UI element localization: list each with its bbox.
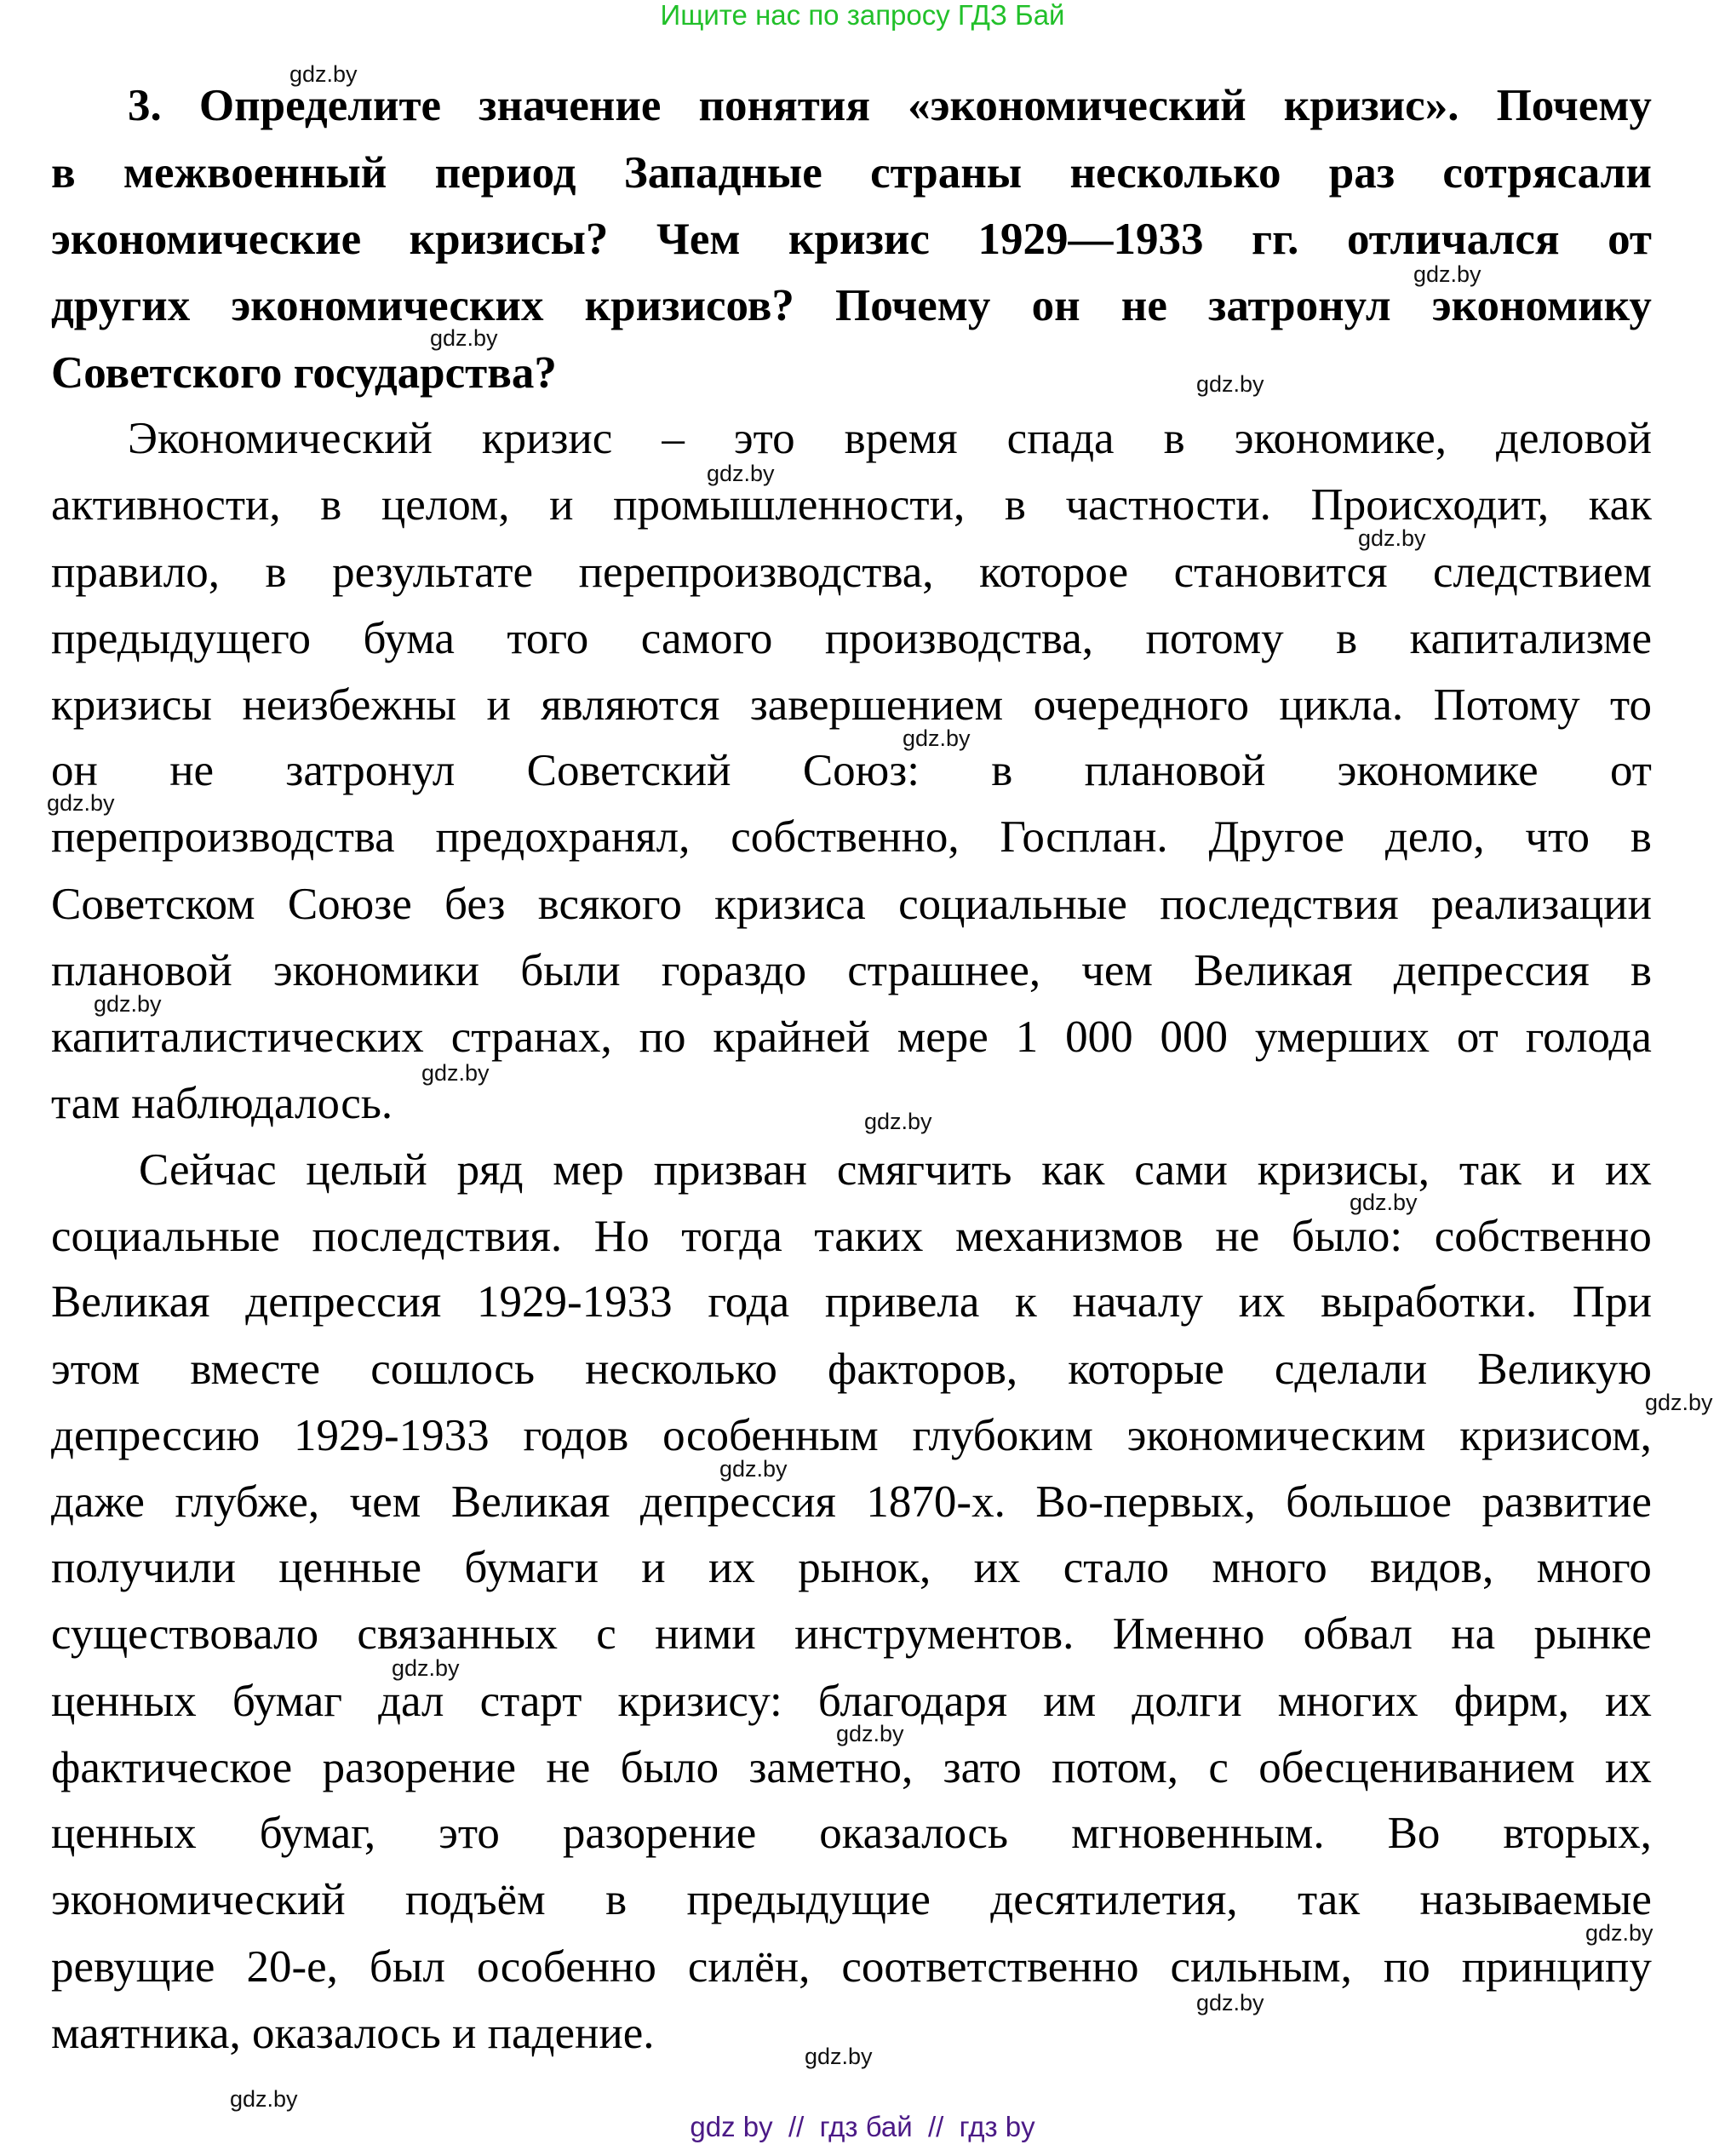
footer-links: gdz by // гдз бай // гдз by	[690, 2111, 1035, 2142]
watermark: gdz.by	[1413, 261, 1481, 287]
answer-line: ревущие 20-е, был особенно силён, соответственно сильным, по принципу	[51, 1942, 1652, 1992]
answer-line: фактическое разорение не было заметно, зато потом, с обесцениванием их	[51, 1743, 1652, 1792]
watermark: gdz.by	[864, 1109, 932, 1134]
answer-line: Сейчас целый ряд мер призван смягчить как сами кризисы, так и их	[139, 1145, 1652, 1195]
watermark: gdz.by	[1196, 371, 1264, 397]
answer-line: депрессию 1929-1933 годов особенным глубоким экономическим кризисом,	[51, 1411, 1652, 1460]
answer-line: он не затронул Советский Союз: в плановой экономике от	[51, 746, 1652, 795]
answer-line: предыдущего бума того самого производства, потому в капитализме	[51, 614, 1652, 663]
watermark: gdz.by	[289, 61, 358, 87]
answer-line: маятника, оказалось и падение.	[51, 2009, 655, 2058]
answer-line: Советском Союзе без всякого кризиса социальные последствия реализации	[51, 880, 1652, 929]
answer-line: экономический подъём в предыдущие десятилетия, так называемые	[51, 1875, 1652, 1924]
watermark: gdz.by	[47, 790, 115, 816]
question-line: в межвоенный период Западные страны несколько раз сотрясали	[51, 148, 1652, 198]
answer-line: активности, в целом, и промышленности, в частности. Происходит, как	[51, 480, 1652, 530]
watermark: gdz.by	[707, 461, 775, 486]
answer-line: существовало связанных с ними инструментов. Именно обвал на рынке	[51, 1609, 1652, 1659]
watermark: gdz.by	[1350, 1190, 1418, 1215]
question-line: других экономических кризисов? Почему он не затронул экономику	[51, 281, 1652, 330]
answer-line: перепроизводства предохранял, собственно, Госплан. Другое дело, что в	[51, 812, 1652, 862]
question-line: экономические кризисы? Чем кризис 1929—1933 гг. отличался от	[51, 215, 1652, 264]
answer-line: социальные последствия. Но тогда таких механизмов не было: собственно	[51, 1212, 1652, 1261]
answer-line: кризисы неизбежны и являются завершением очередного цикла. Потому то	[51, 680, 1652, 730]
watermark: gdz.by	[392, 1655, 460, 1681]
answer-line: даже глубже, чем Великая депрессия 1870-х. Во-первых, большое развитие	[51, 1477, 1652, 1527]
watermark: gdz.by	[1585, 1920, 1653, 1946]
watermark: gdz.by	[94, 991, 162, 1017]
answer-line: ценных бумаг дал старт кризису: благодаря им долги многих фирм, их	[51, 1677, 1652, 1726]
answer-line: этом вместе сошлось несколько факторов, которые сделали Великую	[51, 1345, 1652, 1394]
watermark: gdz.by	[230, 2086, 298, 2112]
search-banner: Ищите нас по запросу ГДЗ Бай	[660, 0, 1065, 31]
watermark: gdz.by	[1358, 525, 1426, 551]
watermark: gdz.by	[836, 1721, 904, 1746]
watermark: gdz.by	[421, 1060, 490, 1086]
watermark: gdz.by	[430, 325, 498, 351]
watermark: gdz.by	[805, 2044, 873, 2069]
answer-line: там наблюдалось.	[51, 1079, 393, 1128]
question-line: 3. Определите значение понятия «экономический кризис». Почему	[128, 81, 1652, 130]
watermark: gdz.by	[719, 1456, 788, 1482]
answer-line: капиталистических странах, по крайней мере 1 000 000 умерших от голода	[51, 1012, 1652, 1062]
watermark: gdz.by	[1196, 1990, 1264, 2016]
answer-line: получили ценные бумаги и их рынок, их стало много видов, много	[51, 1543, 1652, 1592]
answer-line: ценных бумаг, это разорение оказалось мгновенным. Во вторых,	[51, 1809, 1652, 1858]
watermark: gdz.by	[1645, 1390, 1713, 1415]
answer-line: плановой экономики были гораздо страшнее, чем Великая депрессия в	[51, 946, 1652, 995]
watermark: gdz.by	[903, 725, 971, 751]
answer-line: Великая депрессия 1929-1933 года привела к началу их выработки. При	[51, 1277, 1652, 1327]
answer-line: правило, в результате перепроизводства, которое становится следствием	[51, 548, 1652, 597]
question-line: Советского государства?	[51, 348, 557, 398]
answer-line: Экономический кризис – это время спада в экономике, деловой	[128, 414, 1652, 463]
